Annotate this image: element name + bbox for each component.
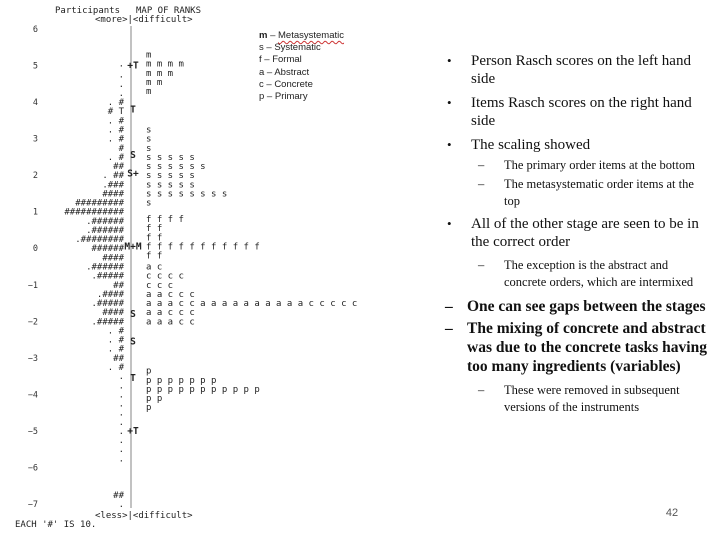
person-row: . (118, 399, 124, 410)
legend-item-concrete: c – Concrete (259, 78, 313, 90)
y-tick-label: 2 (32, 171, 38, 182)
item-row: p (146, 366, 152, 377)
person-row: . (118, 88, 124, 99)
item-row: s s s s s (146, 171, 195, 182)
dash-marker: – (478, 382, 485, 397)
person-row: ########### (64, 207, 124, 218)
y-tick-label: −7 (27, 500, 38, 511)
dash-marker: – (445, 319, 453, 337)
distribution-marker: S (130, 309, 136, 321)
legend-item-metasystematic: m – Metasystematic (259, 30, 345, 41)
item-row: s s s s s (146, 180, 195, 191)
sub-primary-bottom: – The primary order items at the bottom (478, 158, 695, 172)
person-row: .### (102, 180, 124, 191)
dash-marker: – (445, 297, 453, 315)
map-top-label: <more>|<difficult> (95, 15, 193, 25)
y-tick-label: −2 (27, 317, 38, 328)
item-row: s (146, 134, 152, 145)
item-row: m m m (146, 68, 174, 79)
bullet-marker: • (447, 95, 452, 110)
bullet-correct-order: • All of the other stage are seen to be in the correct order (447, 216, 699, 251)
person-row: . # (107, 116, 124, 127)
person-row: . (118, 59, 124, 70)
dash-marker: – (478, 176, 485, 191)
item-row: a a a c c a a a a a a a a a a c c c c c (146, 299, 358, 310)
person-row: . (118, 381, 124, 392)
map-header-left: Participants (55, 6, 121, 16)
person-row: ## (113, 280, 124, 291)
distribution-marker: +T (127, 425, 139, 437)
y-tick-label: −6 (27, 463, 38, 474)
item-row: c c c (146, 280, 174, 291)
distribution-marker: T (130, 372, 136, 384)
y-tick-label: −1 (27, 280, 38, 291)
person-row: .###### (86, 262, 124, 273)
item-row: m (146, 50, 152, 61)
item-row: a a c c c (146, 289, 195, 300)
y-tick-label: −3 (27, 353, 38, 364)
person-row: . # (107, 344, 124, 355)
item-row: p p p p p p p p p p p (146, 384, 260, 395)
item-row: f f (146, 233, 163, 244)
page-number: 42 (665, 507, 679, 519)
item-row: p p (146, 394, 163, 405)
distribution-marker: T (130, 104, 136, 116)
item-row: p (146, 403, 152, 414)
person-row: #### (102, 308, 124, 319)
person-row: .###### (86, 216, 124, 227)
item-row: s s s s s s s s (146, 189, 228, 200)
person-row: #### (102, 253, 124, 264)
bullet-item-scores: • Items Rasch scores on the right hand side (447, 95, 692, 129)
item-row: s s s s s (146, 152, 195, 163)
legend-item-systematic: s – Systematic (259, 42, 321, 54)
person-row: . (118, 500, 124, 511)
person-row: .##### (91, 271, 124, 282)
person-row: ## (113, 353, 124, 364)
person-row: .##### (91, 299, 124, 310)
person-row: . (118, 445, 124, 456)
map-footer: EACH '#' IS 10. (15, 520, 97, 530)
dash-marker: – (478, 158, 485, 172)
distribution-marker: S (130, 150, 136, 162)
y-tick-label: 5 (32, 61, 38, 72)
item-row: f f f f (146, 215, 184, 226)
item-row: s (146, 125, 152, 136)
person-row: ## (113, 162, 124, 173)
item-row: p p p p p p p (146, 375, 217, 386)
person-row: .###### (86, 225, 124, 236)
person-row: . (118, 426, 124, 437)
point-gaps: – One can see gaps between the stages (445, 297, 706, 315)
bullet-scaling: • The scaling showed (447, 137, 591, 153)
item-row: f f (146, 251, 163, 262)
person-row: ## (113, 490, 124, 501)
person-row: ######### (75, 198, 124, 209)
item-row: s (146, 198, 152, 209)
person-row: # T (107, 107, 124, 118)
legend-item-abstract: a – Abstract (259, 66, 310, 78)
item-row: s s s s s s (146, 162, 206, 173)
person-row: . (118, 70, 124, 81)
person-row: . (118, 390, 124, 401)
person-row: . (118, 408, 124, 419)
item-row: m m (146, 77, 163, 88)
person-row: . (118, 79, 124, 90)
person-row: . # (107, 134, 124, 145)
bullet-marker: • (447, 53, 452, 68)
person-row: . # (107, 98, 124, 109)
distribution-marker: S+ (127, 168, 139, 180)
item-row: m (146, 87, 152, 98)
distribution-markers (124, 61, 141, 437)
slide-notes (440, 52, 712, 418)
bullet-person-scores: • Person Rasch scores on the left hand side (447, 53, 691, 87)
item-row: a a a c c (146, 317, 195, 328)
y-tick-label: 4 (32, 98, 38, 109)
person-distribution (64, 60, 124, 510)
person-row: . (118, 436, 124, 447)
person-row: .######## (75, 235, 124, 246)
y-tick-label: 1 (32, 207, 38, 218)
y-tick-label: −5 (27, 426, 38, 437)
item-row: f f (146, 224, 163, 235)
y-tick-label: 6 (32, 25, 38, 35)
map-header-title: MAP OF RANKS (136, 6, 202, 16)
sub-removed: – These were removed in subsequent versions of the instruments (478, 382, 680, 414)
person-row: . # (107, 125, 124, 136)
person-row: ###### (91, 244, 124, 255)
person-row: # (118, 143, 124, 154)
dash-marker: – (478, 258, 485, 273)
point-mixing: – The mixing of concrete and abstract was due to the concrete tasks having too many ingredients (variables) (445, 319, 707, 375)
y-tick-label: −4 (27, 390, 38, 401)
item-row: f f f f f f f f f f f (146, 242, 260, 253)
bullet-marker: • (447, 137, 452, 152)
item-row: a a c c c (146, 308, 195, 319)
person-row: . # (107, 335, 124, 346)
person-row: . # (107, 152, 124, 163)
y-ticks (28, 25, 38, 510)
y-tick-label: 0 (32, 244, 38, 255)
person-row: . # (107, 362, 124, 373)
legend-item-primary: p – Primary (259, 91, 308, 103)
bullet-marker: • (447, 216, 452, 232)
item-row: a c (146, 262, 163, 273)
person-row: .##### (91, 317, 124, 328)
sub-exception: – The exception is the abstract and concrete orders, which are intermixed (478, 258, 694, 290)
sub-metasystematic-top: – The metasystematic order items at the top (478, 176, 694, 208)
item-row: s (146, 143, 152, 154)
distribution-marker: S (130, 336, 136, 348)
person-row: . (118, 454, 124, 465)
person-row: .#### (96, 289, 124, 300)
item-row: m m m m (146, 59, 184, 70)
distribution-marker: M+M (124, 241, 142, 253)
item-distribution (146, 51, 357, 414)
legend-item-formal: f – Formal (259, 54, 302, 66)
stage-legend (259, 30, 344, 103)
y-tick-label: 3 (32, 134, 38, 145)
person-row: #### (102, 189, 124, 200)
item-row: c c c c (146, 271, 184, 282)
person-row: . (118, 417, 124, 428)
person-row: . (118, 372, 124, 383)
distribution-marker: +T (127, 60, 139, 72)
person-row: . ## (102, 171, 124, 182)
person-row: . # (107, 326, 124, 337)
map-bottom-label: <less>|<difficult> (95, 511, 193, 521)
